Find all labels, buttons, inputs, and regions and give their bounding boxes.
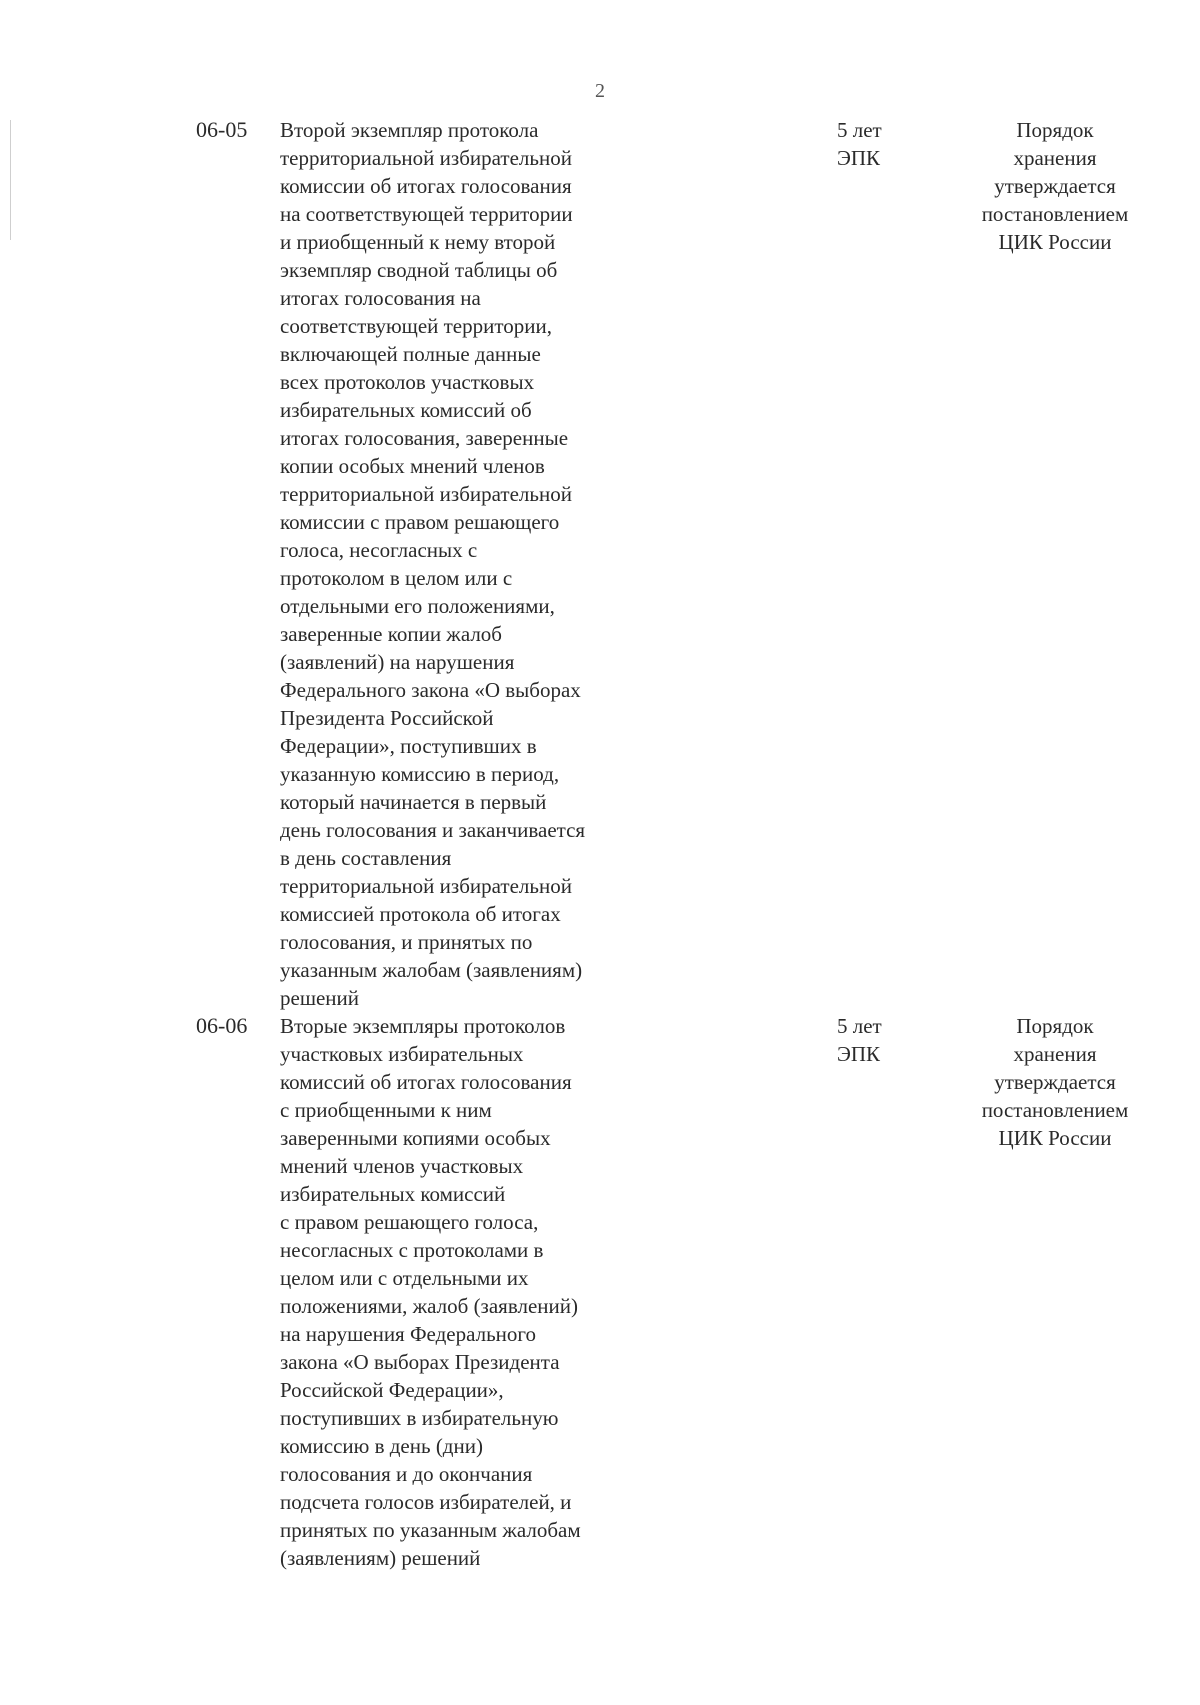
text-line: комиссию в день (дни) bbox=[280, 1434, 483, 1458]
text-line: территориальной избирательной bbox=[280, 482, 572, 506]
text-line: в день составления bbox=[280, 846, 452, 870]
note-line: ЦИК России bbox=[998, 230, 1112, 254]
term-line: ЭПК bbox=[837, 1042, 881, 1066]
entry-description bbox=[280, 116, 650, 1012]
entry-note bbox=[950, 116, 1160, 256]
text-line: территориальной избирательной bbox=[280, 146, 572, 170]
text-line: Президента Российской bbox=[280, 706, 494, 730]
term-line: ЭПК bbox=[837, 146, 881, 170]
term-line: 5 лет bbox=[837, 1014, 882, 1038]
text-line: комиссии об итогах голосования bbox=[280, 174, 572, 198]
text-line: копии особых мнений членов bbox=[280, 454, 545, 478]
text-line: голоса, несогласных с bbox=[280, 538, 478, 562]
text-line: итогах голосования на bbox=[280, 286, 481, 310]
scan-margin-mark bbox=[10, 120, 11, 240]
note-line: утверждается bbox=[994, 1070, 1116, 1094]
text-line: указанную комиссию в период, bbox=[280, 762, 560, 786]
text-line: (заявлениям) решений bbox=[280, 1546, 481, 1570]
note-line: хранения bbox=[1013, 146, 1097, 170]
text-line: Федерального закона «О выборах bbox=[280, 678, 581, 702]
note-line: постановлением bbox=[981, 202, 1129, 226]
entry-code: 06-06 bbox=[196, 1013, 248, 1038]
entry-description bbox=[280, 1012, 650, 1572]
text-line: на соответствующей территории bbox=[280, 202, 573, 226]
text-line: мнений членов участковых bbox=[280, 1154, 524, 1178]
text-line: Вторые экземпляры протоколов bbox=[280, 1014, 566, 1038]
text-line: протоколом в целом или с bbox=[280, 566, 513, 590]
text-line: избирательных комиссий об bbox=[280, 398, 532, 422]
text-line: голосования, и принятых по bbox=[280, 930, 533, 954]
text-line: соответствующей территории, bbox=[280, 314, 552, 338]
text-line: день голосования и заканчивается bbox=[280, 818, 586, 842]
text-line: территориальной избирательной bbox=[280, 874, 572, 898]
text-line: заверенные копии жалоб bbox=[280, 622, 502, 646]
text-line: комиссией протокола об итогах bbox=[280, 902, 561, 926]
text-line: несогласных с протоколами в bbox=[280, 1238, 544, 1262]
note-line: Порядок bbox=[1016, 118, 1094, 142]
page-number: 2 bbox=[595, 80, 605, 102]
text-line: комиссии с правом решающего bbox=[280, 510, 560, 534]
text-line: поступивших в избирательную bbox=[280, 1406, 559, 1430]
text-line: который начинается в первый bbox=[280, 790, 547, 814]
entry-retention-term bbox=[800, 116, 940, 172]
text-line: целом или с отдельными их bbox=[280, 1266, 529, 1290]
note-line: утверждается bbox=[994, 174, 1116, 198]
text-line: на нарушения Федерального bbox=[280, 1322, 536, 1346]
text-line: (заявлений) на нарушения bbox=[280, 650, 515, 674]
note-line: Порядок bbox=[1016, 1014, 1094, 1038]
text-line: Второй экземпляр протокола bbox=[280, 118, 539, 142]
text-line: итогах голосования, заверенные bbox=[280, 426, 569, 450]
entry-note bbox=[950, 1012, 1160, 1152]
term-line: 5 лет bbox=[837, 118, 882, 142]
text-line: подсчета голосов избирателей, и bbox=[280, 1490, 572, 1514]
text-line: с правом решающего голоса, bbox=[280, 1210, 539, 1234]
note-line: постановлением bbox=[981, 1098, 1129, 1122]
note-line: хранения bbox=[1013, 1042, 1097, 1066]
text-line: закона «О выборах Президента bbox=[280, 1350, 560, 1374]
text-line: всех протоколов участковых bbox=[280, 370, 535, 394]
text-line: положениями, жалоб (заявлений) bbox=[280, 1294, 578, 1318]
text-line: указанным жалобам (заявлениям) bbox=[280, 958, 583, 982]
text-line: участковых избирательных bbox=[280, 1042, 524, 1066]
text-line: с приобщенными к ним bbox=[280, 1098, 492, 1122]
text-line: комиссий об итогах голосования bbox=[280, 1070, 572, 1094]
text-line: голосования и до окончания bbox=[280, 1462, 533, 1486]
text-line: Федерации», поступивших в bbox=[280, 734, 537, 758]
text-line: решений bbox=[280, 986, 360, 1010]
entry-code: 06-05 bbox=[196, 117, 248, 142]
note-line: ЦИК России bbox=[998, 1126, 1112, 1150]
text-line: включающей полные данные bbox=[280, 342, 541, 366]
text-line: заверенными копиями особых bbox=[280, 1126, 551, 1150]
text-line: избирательных комиссий bbox=[280, 1182, 506, 1206]
text-line: отдельными его положениями, bbox=[280, 594, 555, 618]
text-line: и приобщенный к нему второй bbox=[280, 230, 556, 254]
text-line: экземпляр сводной таблицы об bbox=[280, 258, 558, 282]
entry-retention-term bbox=[800, 1012, 940, 1068]
text-line: Российской Федерации», bbox=[280, 1378, 504, 1402]
text-line: принятых по указанным жалобам bbox=[280, 1518, 581, 1542]
